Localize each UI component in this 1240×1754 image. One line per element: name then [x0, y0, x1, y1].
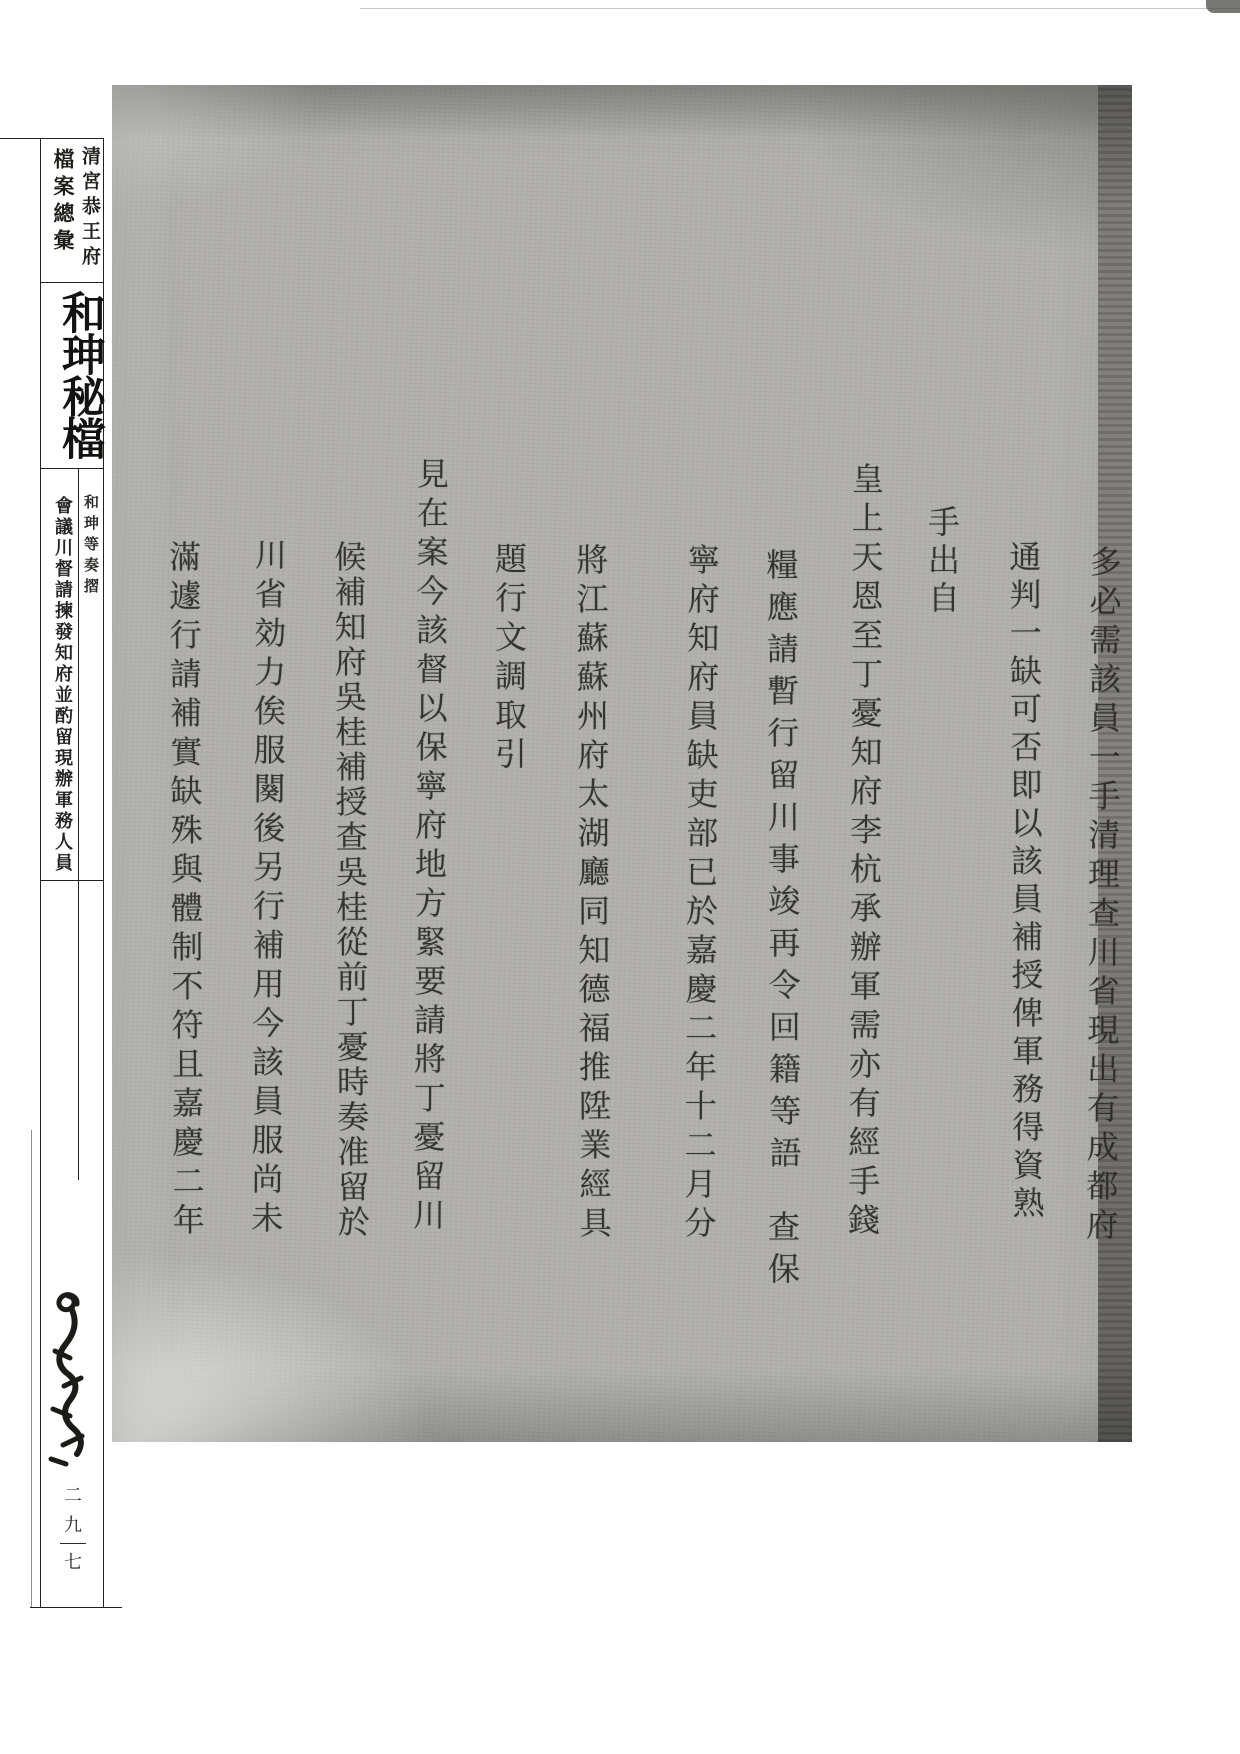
manuscript-column-6: 寧府知府員缺吏部已於嘉慶二年十二月分	[679, 542, 721, 1246]
series-title-line-1: 清宮恭王府	[79, 146, 100, 271]
dragon-ornament-icon	[46, 1283, 90, 1473]
page-number-separator	[60, 1543, 86, 1544]
manuscript-column-2: 通判一缺可否即以該員補授俾軍務得資熟	[1004, 539, 1046, 1225]
sidebar-bottom-rule	[30, 1607, 122, 1608]
page-top-edge-line	[360, 8, 1240, 9]
series-title-line-2: 檔案總彙	[51, 148, 75, 256]
page-number-digit: 九	[64, 1515, 82, 1535]
manuscript-column-11: 川省効力俟服闋後另行補用今該員服尚未	[246, 537, 288, 1241]
sidebar-divider-2	[40, 468, 104, 469]
page-number-digit: 二	[64, 1485, 82, 1505]
manuscript-column-1: 多必需該員一手清理查川省現出有成都府	[1081, 544, 1123, 1248]
sidebar-divider-3	[40, 880, 104, 881]
manuscript-column-9: 見在案今該督以保寧府地方緊要請將丁憂留川	[407, 456, 451, 1238]
sidebar-left-edge-rule	[31, 1130, 32, 1607]
page-number	[56, 1480, 90, 1577]
page-corner-mark	[1206, 0, 1240, 13]
manuscript-column-5b: 查保	[763, 1210, 801, 1294]
section-label: 和珅等奏摺	[82, 494, 98, 599]
manuscript-column-5: 糧應請暫行留川事竣再令回籍等語	[761, 547, 803, 1179]
book-title: 和珅秘檔	[55, 290, 104, 458]
sidebar-top-rule	[0, 138, 104, 139]
manuscript-column-8: 題行文調取引	[490, 542, 528, 776]
manuscript-column-12: 滿遽行請補實缺殊與體制不符且嘉慶二年	[164, 539, 206, 1243]
manuscript-column-4: 皇上天恩至丁憂知府李杭承辦軍需亦有經手錢	[842, 461, 886, 1243]
document-title: 會議川督請揀發知府並酌留現辦軍務人員	[53, 496, 73, 874]
page-number-digit: 七	[64, 1552, 82, 1572]
manuscript-column-7: 將江蘇蘇州府太湖廳同知德福推陞業經具	[571, 542, 613, 1246]
archive-photo	[112, 85, 1132, 1442]
sidebar-left-rule	[40, 138, 41, 1607]
manuscript-column-10: 候補知府吳桂補授查吳桂從前丁憂時奏准留於	[329, 539, 371, 1241]
manuscript-column-3: 手出自	[923, 505, 961, 619]
sidebar-divider-1	[40, 282, 104, 283]
sidebar-middle-rule	[78, 468, 79, 1180]
